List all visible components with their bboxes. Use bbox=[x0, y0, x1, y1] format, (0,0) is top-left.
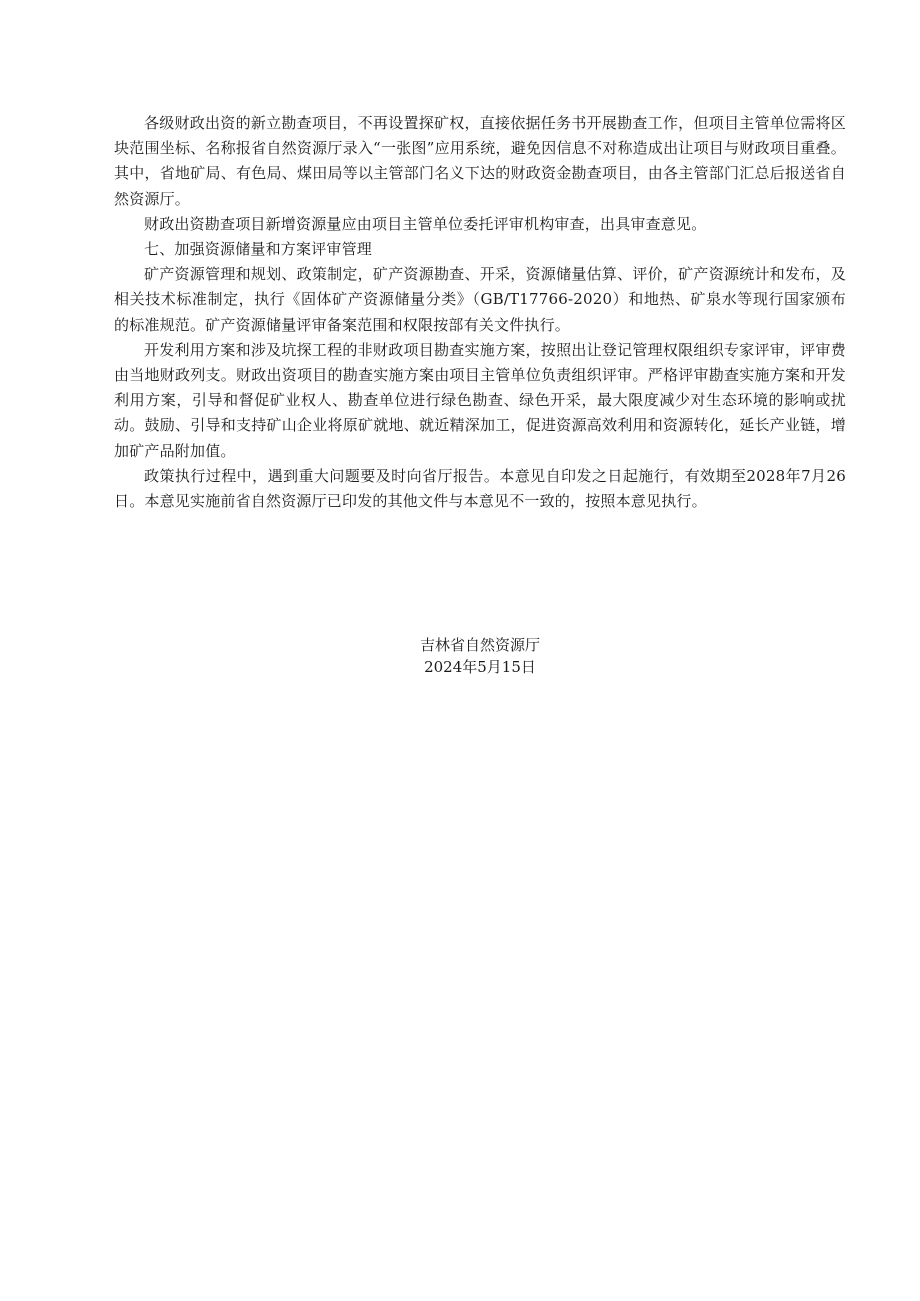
issue-date: 2024年5月15日 bbox=[424, 658, 536, 676]
document-body bbox=[114, 111, 846, 514]
section-heading: 七、加强资源储量和方案评审管理 bbox=[144, 240, 373, 259]
issuing-organization: 吉林省自然资源厅 bbox=[419, 636, 540, 654]
paragraph-resource-review: 财政出资勘查项目新增资源量应由项目主管单位委托评审机构审查，出具审查意见。 bbox=[144, 214, 707, 233]
paragraph-effective-period: 政策执行过程中，遇到重大问题要及时向省厅报告。本意见自印发之日起施行，有效期至2028年7月26日。本意见实施前省自然资源厅已印发的其他文件与本意见不一致的，按照本意见执行。 bbox=[114, 466, 846, 511]
signature-block bbox=[320, 634, 640, 678]
paragraph-survey-projects: 各级财政出资的新立勘查项目，不再设置探矿权，直接依据任务书开展勘查工作，但项目主管单位需将区块范围坐标、名称报省自然资源厅录入“一张图”应用系统，避免因信息不对称造成出让项目与财政项目重叠。其中，省地矿局、有色局、煤田局等以主管部门名义下达的财政资金勘查项目，由各主管部门汇总后报送省自然资源厅。 bbox=[114, 114, 846, 208]
paragraph-plan-review: 开发利用方案和涉及坑探工程的非财政项目勘查实施方案，按照出让登记管理权限组织专家评审，评审费由当地财政列支。财政出资项目的勘查实施方案由项目主管单位负责组织评审。严格评审勘查实施方案和开发利用方案，引导和督促矿业权人、勘查单位进行绿色勘查、绿色开采，最大限度减少对生态环境的影响或扰动。鼓励、引导和支持矿山企业将原矿就地、就近精深加工，促进资源高效利用和资源转化，延长产业链，增加矿产品附加值。 bbox=[114, 340, 846, 460]
paragraph-standards: 矿产资源管理和规划、政策制定，矿产资源勘查、开采，资源储量估算、评价，矿产资源统计和发布，及相关技术标准制定，执行《固体矿产资源储量分类》（GB/T17766-2020）和地热、矿泉水等现行国家颁布的标准规范。矿产资源储量评审备案范围和权限按部有关文件执行。 bbox=[114, 265, 846, 334]
